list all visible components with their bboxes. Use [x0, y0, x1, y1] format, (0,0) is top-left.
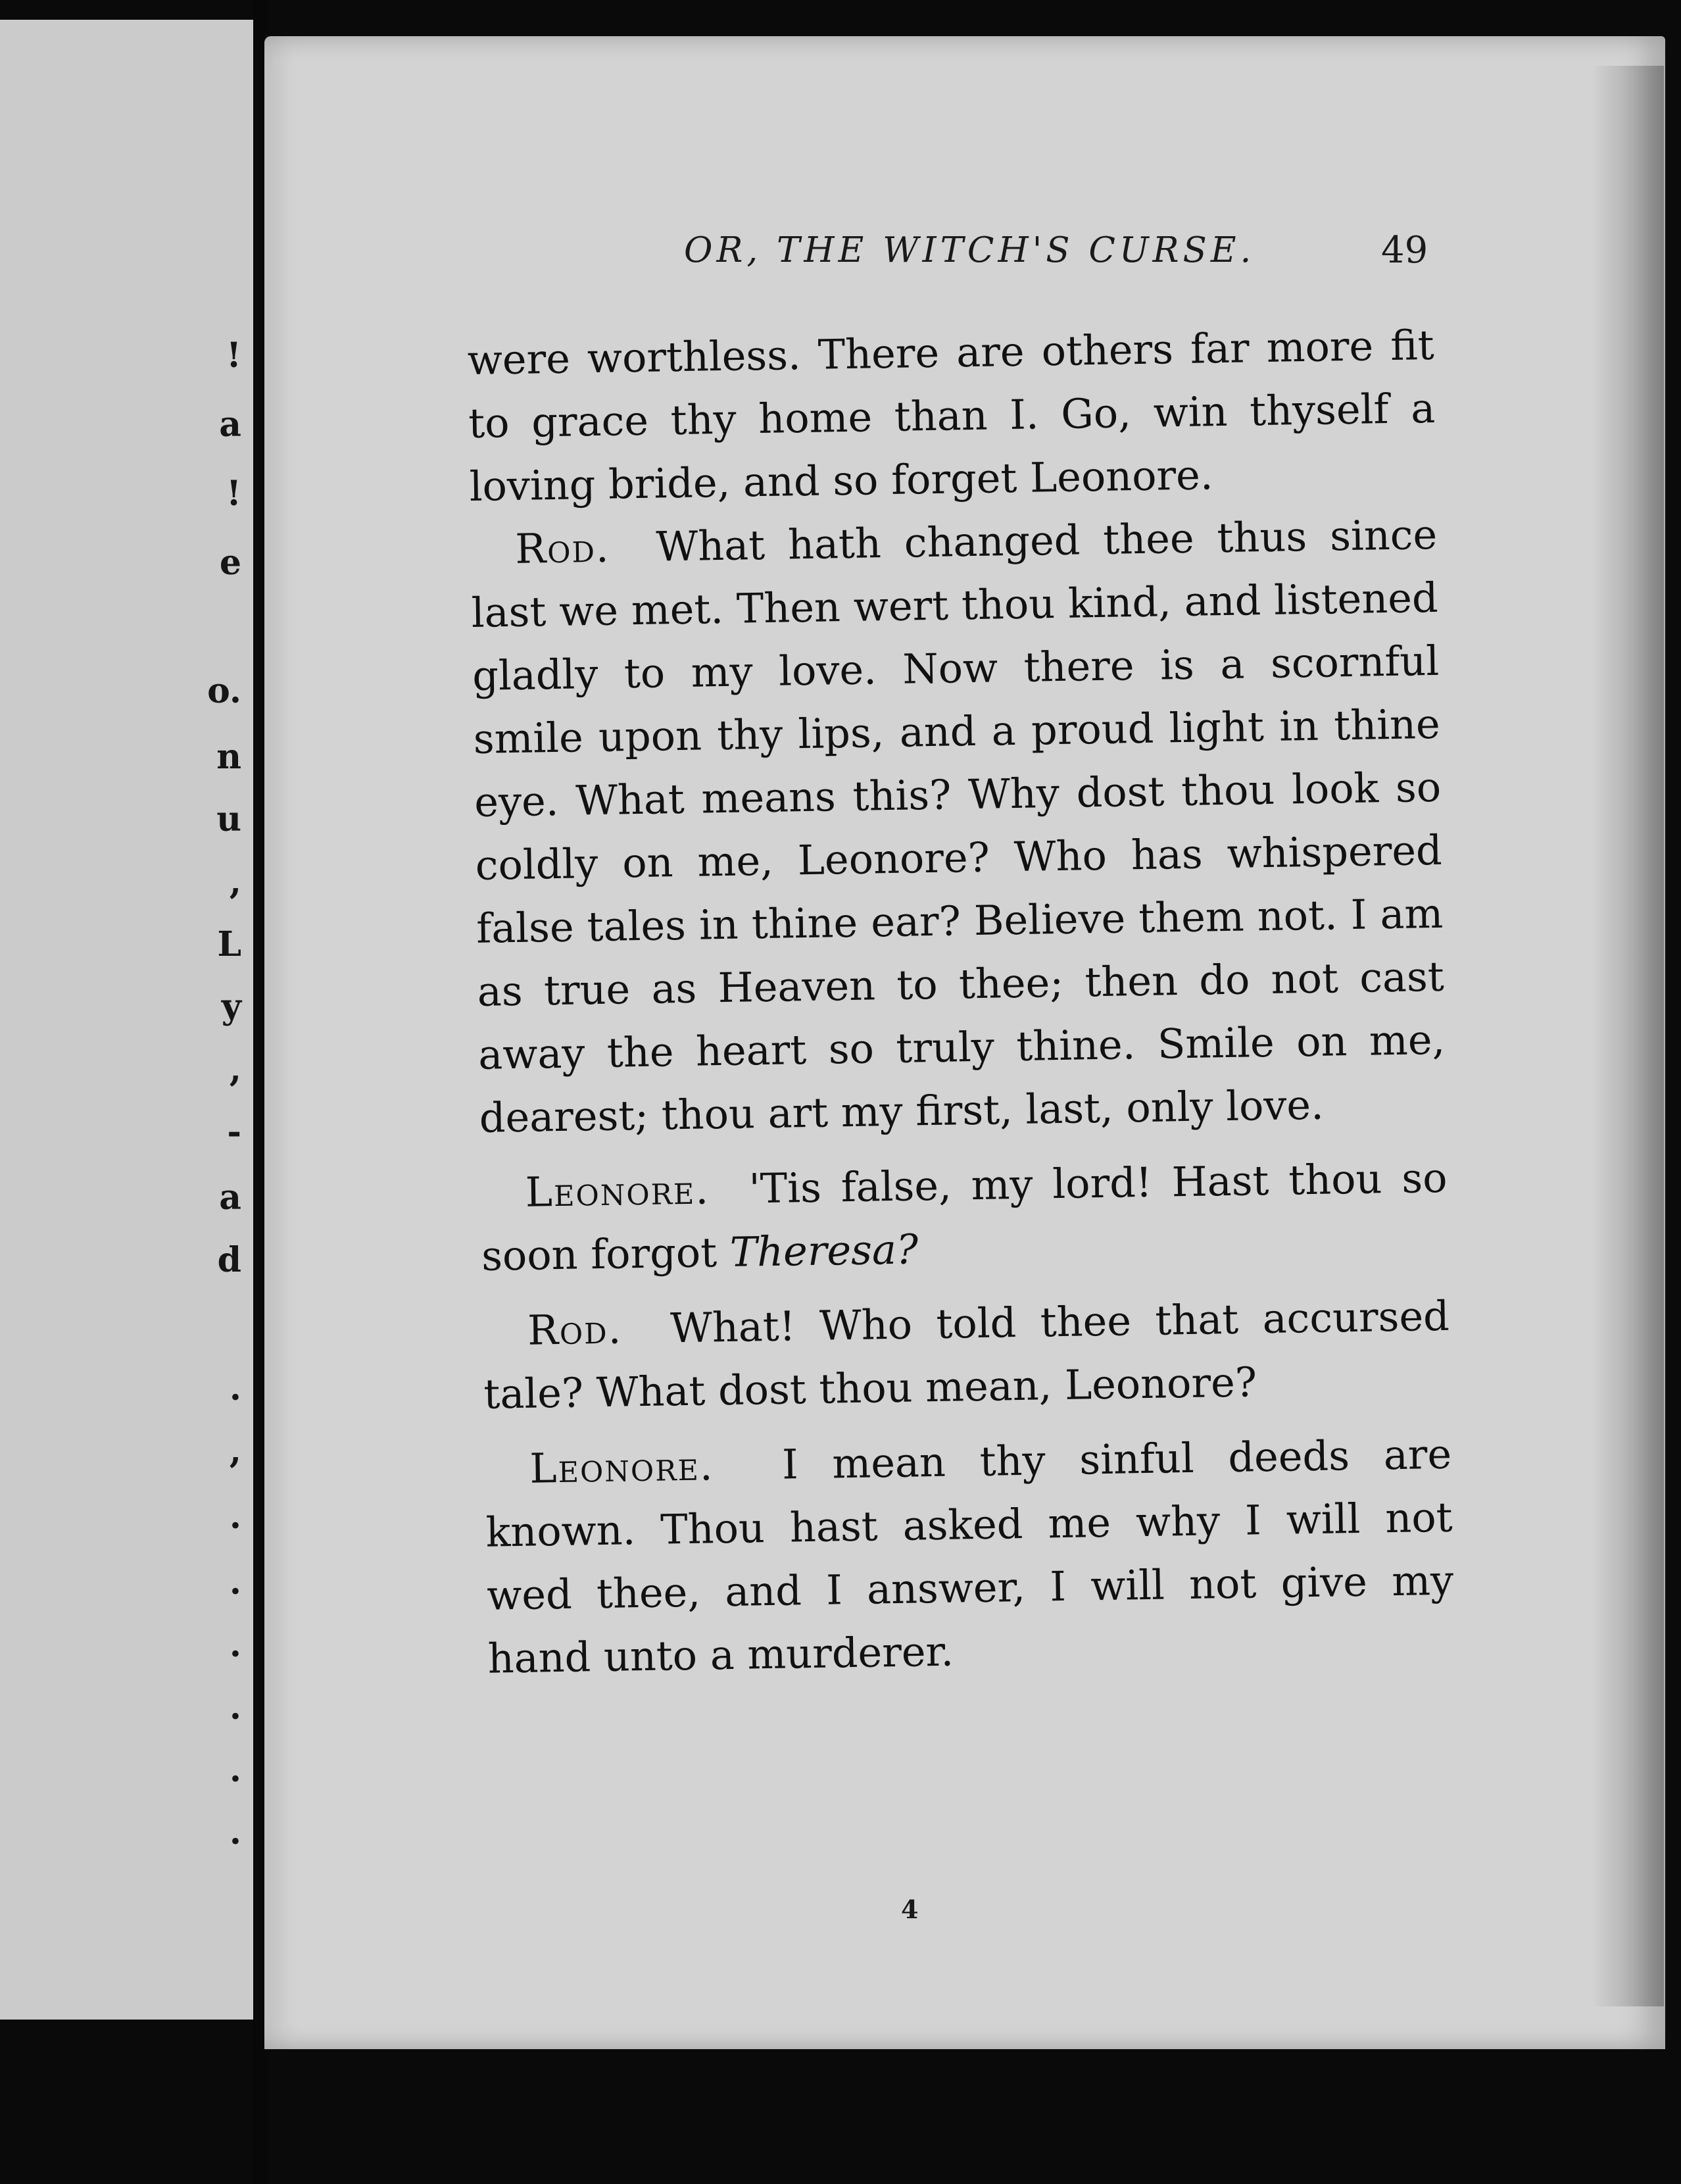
left-page-fragment: !: [226, 335, 241, 376]
left-page-fragment: L: [217, 924, 241, 964]
paragraph-text: What hath changed thee thus since last we met. Then wert thou kind, and listened gladly to my love. Now there is a scornful smile upon thy lips, and a proud light in thine eye. What means this? Why dost thou look so coldly on me, Leonore? Who has whispered false tales in thine ear? Believe them not. I am as true as Heaven to thee; then do not cast away the heart so truly thine. Smile on me, dearest; thou art my first, last, only love.: [471, 510, 1446, 1142]
speaker-name: Rod.: [527, 1304, 623, 1354]
speaker-name: Leonore.: [525, 1165, 710, 1216]
paragraph: [470, 503, 1447, 1150]
left-page-edge: [0, 20, 253, 2020]
paragraph-text: were worthless. There are others far more fit to grace thy home than I. Go, win thyself a loving bride, and so forget Leonore.: [467, 320, 1436, 510]
speaker-name: Leonore.: [529, 1441, 715, 1493]
emphasized-name: Theresa?: [729, 1225, 919, 1276]
left-page-fragment: .: [229, 1368, 241, 1408]
speaker-name: Rod.: [514, 523, 611, 573]
left-page-fragment: u: [216, 799, 241, 839]
left-page-fragment: ,: [229, 1049, 241, 1089]
running-title: OR, THE WITCH'S CURSE.: [684, 230, 1255, 270]
left-page-fragment: o.: [207, 671, 241, 711]
page-number: 49: [1381, 229, 1428, 272]
page-body: [467, 314, 1455, 1691]
page-edge-shadow: [1592, 66, 1664, 2006]
left-page-fragment: ,: [229, 1431, 241, 1471]
left-page-fragment: a: [219, 405, 241, 445]
left-page-fragment: .: [229, 1562, 241, 1602]
paragraph: [484, 1423, 1455, 1691]
paragraph: [482, 1285, 1451, 1426]
left-page-fragment: .: [229, 1812, 241, 1852]
paragraph: [480, 1147, 1449, 1288]
left-page-fragment: d: [217, 1240, 241, 1280]
left-page-fragment: .: [229, 1750, 241, 1790]
paragraph-text: What! Who told thee that accursed tale? What dost thou mean, Leonore?: [483, 1291, 1450, 1418]
left-page-fragment: e: [219, 543, 241, 583]
left-page-fragment: y: [221, 987, 241, 1027]
left-page-fragment: .: [229, 1625, 241, 1665]
left-page-fragment: .: [229, 1687, 241, 1727]
signature-mark: 4: [901, 1895, 919, 1924]
left-page-fragment: a: [219, 1178, 241, 1218]
left-page-fragment: ,: [229, 862, 241, 902]
left-page-fragment: !: [226, 474, 241, 514]
paragraph-text: 'Tis false, my lord! Hast thou so soon forgot: [481, 1153, 1448, 1280]
left-page-fragment: n: [216, 737, 241, 777]
left-page-fragment: .: [229, 1497, 241, 1537]
paragraph: [467, 314, 1436, 518]
paragraph-text: I mean thy sinful deeds are known. Thou hast asked me why I will not wed thee, and I answer, I will not give my hand unto a murderer.: [485, 1429, 1454, 1683]
left-page-fragment: -: [227, 1112, 241, 1152]
